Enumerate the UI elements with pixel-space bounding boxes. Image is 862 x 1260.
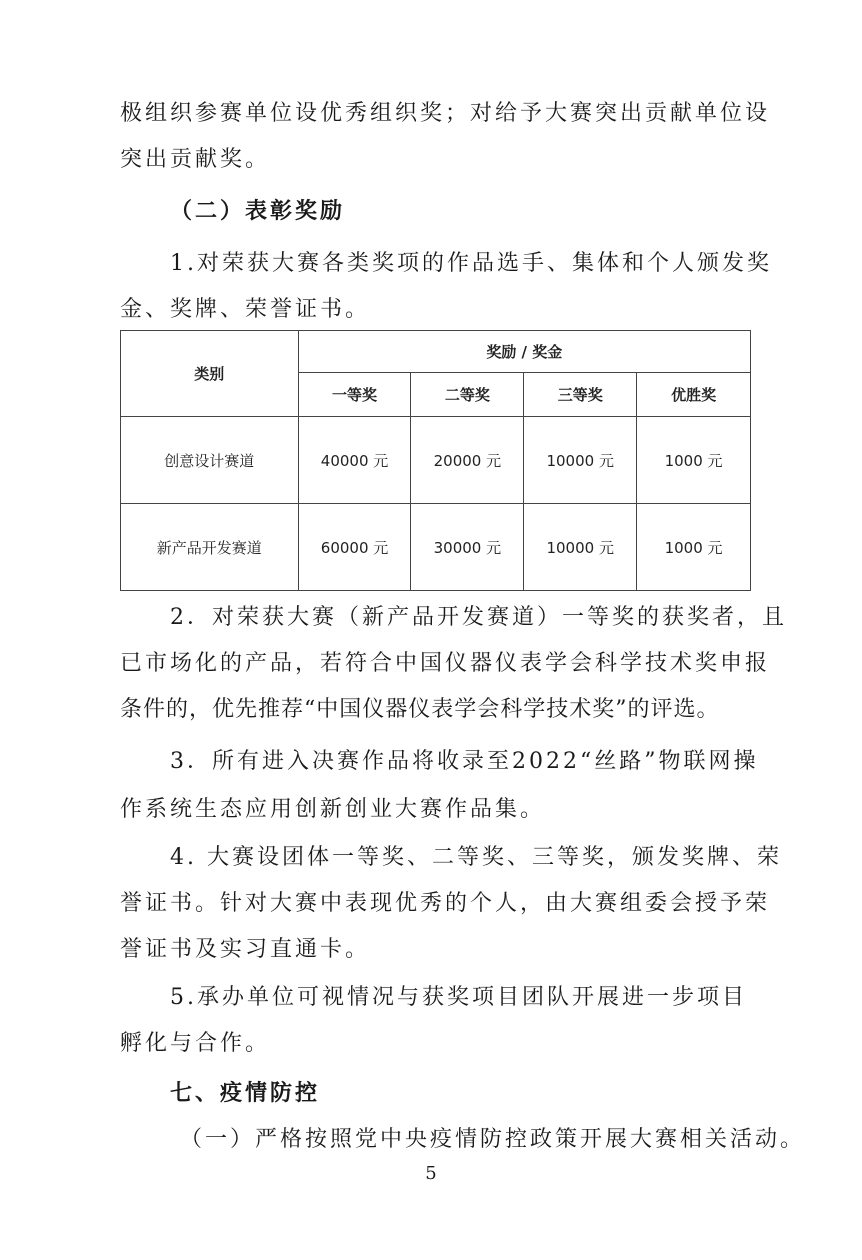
text-line: 条件的，优先推荐“中国仪器仪表学会科学技术奖”的评选。 [120,697,720,722]
text-line: 1.对荣获大赛各类奖项的作品选手、集体和个人颁发奖 [170,251,772,276]
table-row [121,504,751,591]
text-line: 誉证书及实习直通卡。 [120,937,371,962]
table-cell: 40000 元 [298,417,411,504]
table-cell: 60000 元 [298,504,411,591]
column-header: 优胜奖 [637,373,751,417]
text-line: 5.承办单位可视情况与获奖项目团队开展进一步项目 [170,985,747,1010]
page-number: 5 [425,1163,437,1184]
text-line: （一）严格按照党中央疫情防控政策开展大赛相关活动。 [180,1127,806,1152]
award-table [120,330,751,591]
text-line: 金、奖牌、荣誉证书。 [120,297,371,322]
text-line: 极组织参赛单位设优秀组织奖；对给予大赛突出贡献单位设 [120,101,771,126]
text-line: 突出贡献奖。 [120,147,271,172]
column-header: 三等奖 [524,373,637,417]
table-cell: 10000 元 [524,417,637,504]
table-cell: 1000 元 [637,417,751,504]
row-category: 创意设计赛道 [121,417,299,504]
column-header: 一等奖 [298,373,411,417]
column-header: 二等奖 [411,373,524,417]
table-cell: 10000 元 [524,504,637,591]
text-line: 作系统生态应用创新创业大赛作品集。 [120,797,546,822]
section-heading-epidemic: 七、疫情防控 [170,1081,321,1106]
category-header: 类别 [121,331,299,417]
table-cell: 20000 元 [411,417,524,504]
row-category: 新产品开发赛道 [121,504,299,591]
award-header: 奖励 / 奖金 [298,331,750,373]
text-line: 4. 大赛设团体一等奖、二等奖、三等奖，颁发奖牌、荣 [170,845,782,870]
text-line: 已市场化的产品，若符合中国仪器仪表学会科学技术奖申报 [120,651,771,676]
text-line: 3．所有进入决赛作品将收录至2022“丝路”物联网操 [170,749,759,774]
table-cell: 1000 元 [637,504,751,591]
text-line: 孵化与合作。 [120,1031,271,1056]
text-line: 2．对荣获大赛（新产品开发赛道）一等奖的获奖者，且 [170,605,787,630]
section-heading-awards: （二）表彰奖励 [170,199,346,224]
text-line: 誉证书。针对大赛中表现优秀的个人，由大赛组委会授予荣 [120,891,771,916]
table-row [121,417,751,504]
table-cell: 30000 元 [411,504,524,591]
